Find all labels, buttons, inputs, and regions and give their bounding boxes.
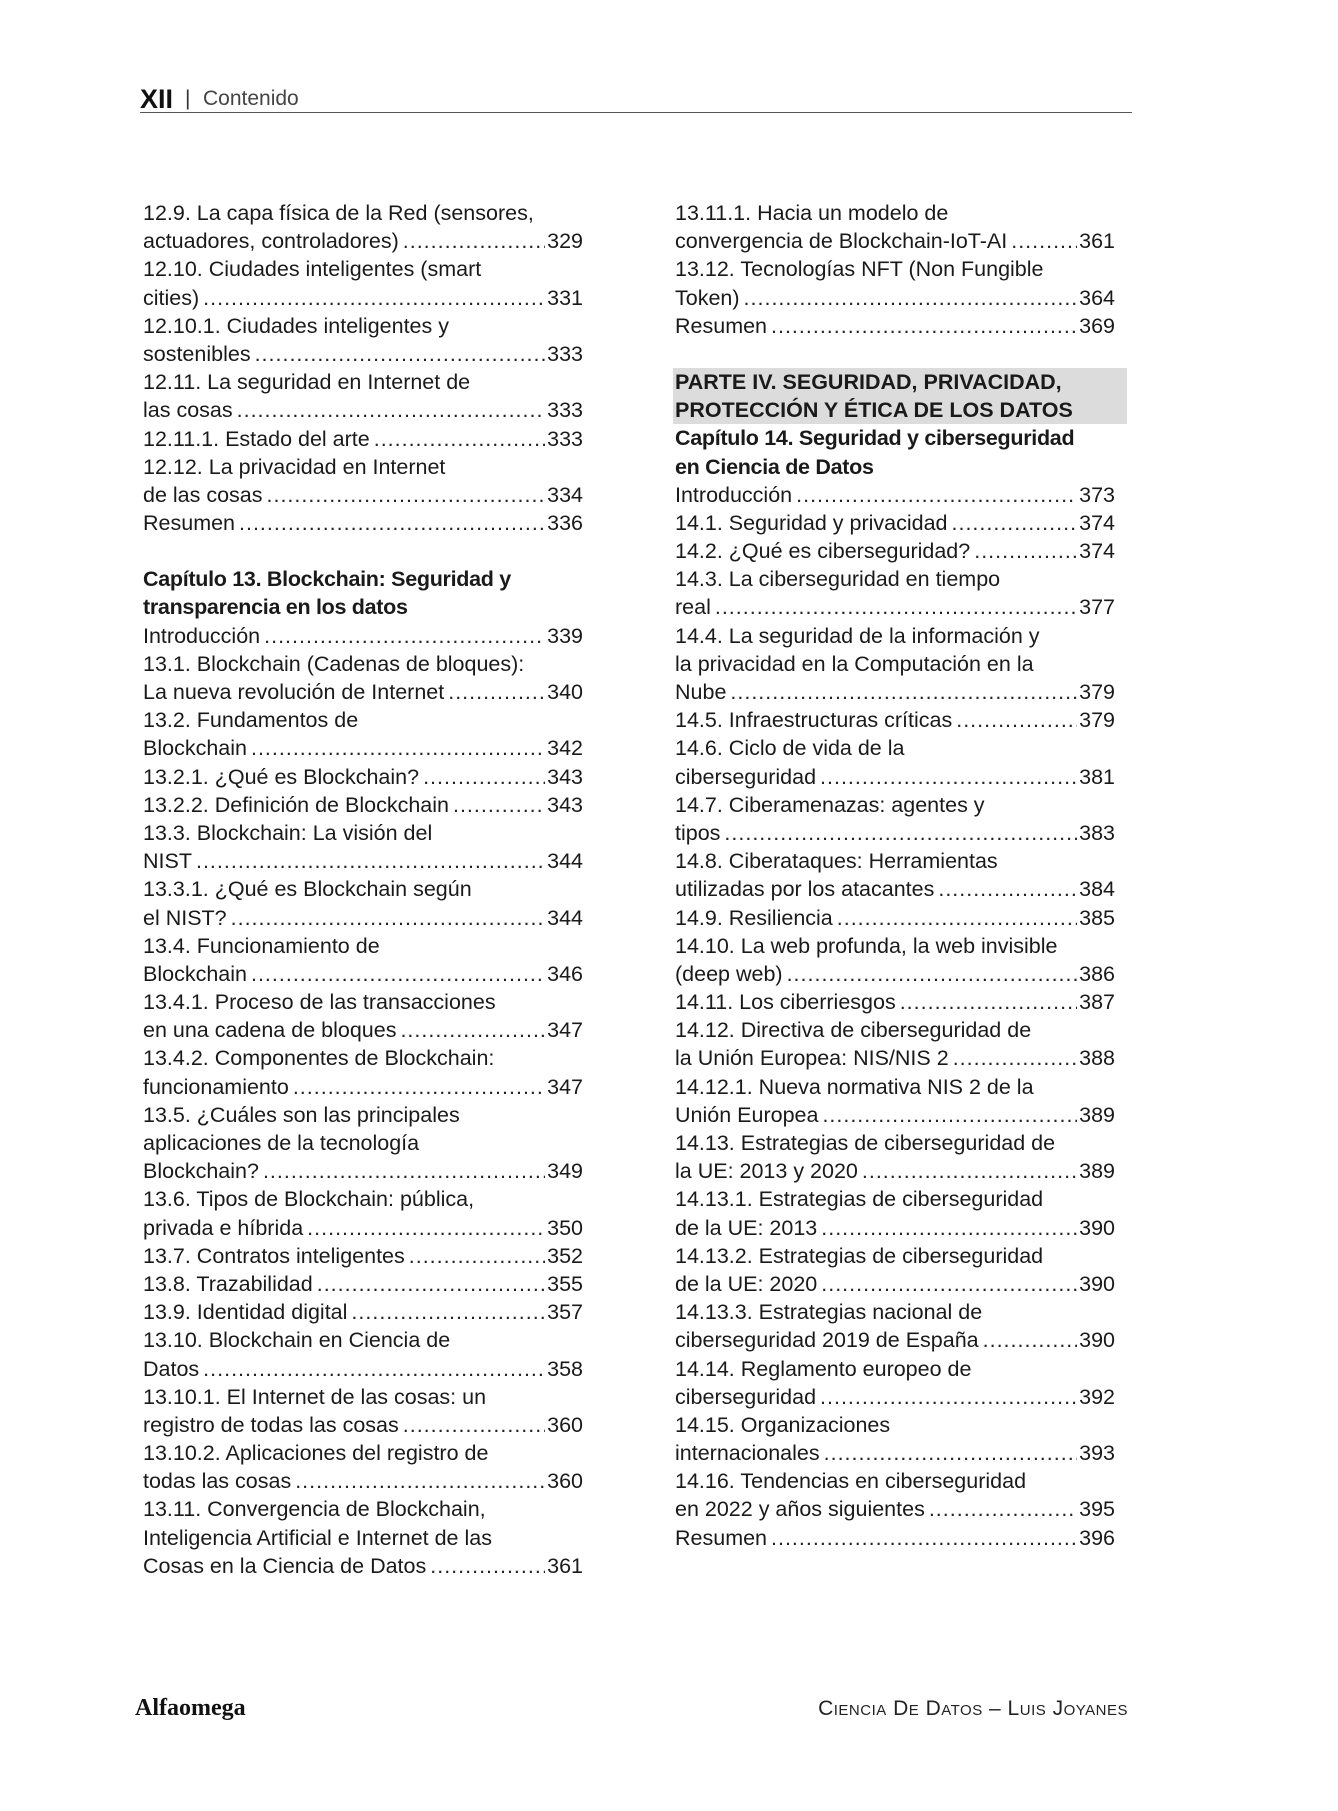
toc-page-number: 361: [1079, 229, 1115, 254]
toc-entry: [143, 1214, 583, 1242]
dot-leader: [231, 904, 545, 932]
toc-entry-title: Introducción: [675, 482, 793, 507]
toc-entry-title: ciberseguridad 2019 de España: [675, 1328, 979, 1353]
toc-entry: 13.5. ¿Cuáles son las principales: [143, 1102, 460, 1127]
dot-leader: [263, 1157, 545, 1185]
toc-entry: [675, 1439, 1115, 1467]
toc-page-number: 390: [1079, 1328, 1115, 1353]
toc-entry-title: el NIST?: [143, 905, 227, 930]
toc-page-number: 361: [547, 1553, 583, 1578]
toc-entry: [143, 1355, 583, 1383]
toc-entry-title: Datos: [143, 1356, 200, 1381]
dot-leader: [929, 1495, 1077, 1523]
book-credit: Ciencia De Datos – Luis Joyanes: [818, 1697, 1128, 1720]
dot-leader: [744, 284, 1078, 312]
toc-page-number: 383: [1079, 820, 1115, 845]
publisher-logo: Alfaomega: [135, 1695, 246, 1721]
dot-leader: [409, 1242, 545, 1270]
chapter-title-line: Capítulo 14. Seguridad y ciberseguridad: [675, 426, 1075, 451]
toc-entry-title: 14.2. ¿Qué es ciberseguridad?: [675, 539, 971, 564]
toc-entry-title: utilizadas por los atacantes: [675, 877, 935, 902]
toc-page-number: 393: [1079, 1441, 1115, 1466]
toc-entry: [675, 819, 1115, 847]
toc-entry: Inteligencia Artificial e Internet de las: [143, 1525, 492, 1550]
dot-leader: [237, 396, 546, 424]
toc-page-number: 360: [547, 1412, 583, 1437]
toc-page-number: 389: [1079, 1102, 1115, 1127]
toc-page-number: 387: [1079, 990, 1115, 1015]
dot-leader: [293, 1073, 545, 1101]
toc-entry: [675, 904, 1115, 932]
toc-entry: 13.10.1. El Internet de las cosas: un: [143, 1384, 487, 1409]
toc-entry-title: sostenibles: [143, 341, 251, 366]
toc-entry: [143, 284, 583, 312]
toc-entry: [675, 284, 1115, 312]
spacer: [143, 537, 583, 565]
toc-entry: [675, 1157, 1115, 1185]
toc-entry: [143, 340, 583, 368]
toc-entry-title: Resumen: [143, 511, 236, 536]
toc-entry-title: 14.11. Los ciberriesgos: [675, 990, 896, 1015]
toc-page-number: 346: [547, 961, 583, 986]
toc-right-column: [675, 199, 1115, 1552]
toc-entry-title: convergencia de Blockchain-IoT-AI: [675, 229, 1008, 254]
toc-entry-title: La nueva revolución de Internet: [143, 680, 445, 704]
toc-entry-title: Resumen: [675, 313, 768, 338]
toc-page-number: 344: [547, 905, 583, 930]
toc-entry: 13.6. Tipos de Blockchain: pública,: [143, 1187, 475, 1212]
toc-entry: [675, 960, 1115, 988]
toc-entry: 13.11.1. Hacia un modelo de: [675, 201, 949, 225]
dot-leader: [448, 678, 545, 706]
toc-entry: 12.10. Ciudades inteligentes (smart: [143, 257, 482, 282]
toc-page-number: 390: [1079, 1271, 1115, 1296]
spacer: [675, 340, 1115, 368]
toc-entry: [143, 396, 583, 424]
running-title: Contenido: [203, 87, 299, 110]
toc-page-number: 390: [1079, 1215, 1115, 1240]
toc-entry-title: en 2022 y años siguientes: [675, 1497, 925, 1522]
toc-entry: [675, 1524, 1115, 1552]
toc-entry: aplicaciones de la tecnología: [143, 1131, 420, 1155]
toc-entry: 14.16. Tendencias en ciberseguridad: [675, 1469, 1027, 1494]
dot-leader: [771, 312, 1077, 340]
toc-entry: [143, 1552, 583, 1580]
toc-entry-title: 14.1. Seguridad y privacidad: [675, 510, 948, 535]
toc-entry: [143, 847, 583, 875]
dot-leader: [796, 481, 1077, 509]
toc-entry: [675, 1326, 1115, 1354]
toc-page-number: 352: [547, 1243, 583, 1268]
dot-leader: [423, 763, 545, 791]
toc-entry: 14.7. Ciberamenazas: agentes y: [675, 792, 985, 817]
toc-entry-title: Blockchain?: [143, 1159, 259, 1184]
toc-entry: 14.13. Estrategias de ciberseguridad de: [675, 1131, 1056, 1155]
dot-leader: [715, 593, 1077, 621]
dot-leader: [821, 1214, 1077, 1242]
dot-leader: [295, 1467, 545, 1495]
part-title-line: PARTE IV. SEGURIDAD, PRIVACIDAD,: [675, 369, 1062, 394]
dot-leader: [952, 509, 1078, 537]
dot-leader: [403, 1411, 545, 1439]
toc-entry-title: real: [675, 595, 711, 620]
dot-leader: [837, 904, 1077, 932]
toc-entry: [675, 706, 1115, 734]
toc-page-number: 333: [547, 341, 583, 366]
toc-entry-title: de la UE: 2013: [675, 1215, 818, 1240]
toc-page-number: 374: [1079, 510, 1115, 535]
toc-entry-title: Blockchain: [143, 961, 247, 986]
toc-page-number: 329: [547, 229, 583, 254]
toc-entry-title: Resumen: [675, 1525, 768, 1550]
toc-entry-title: (deep web): [675, 961, 783, 986]
dot-leader: [239, 509, 545, 537]
toc-entry: [143, 227, 583, 255]
toc-left-column: [143, 199, 583, 1580]
toc-entry: [143, 678, 583, 706]
toc-entry: 13.10. Blockchain en Ciencia de: [143, 1328, 451, 1353]
dot-leader: [900, 988, 1077, 1016]
toc-entry: 14.10. La web profunda, la web invisible: [675, 933, 1058, 958]
part-title-line: PROTECCIÓN Y ÉTICA DE LOS DATOS: [675, 398, 1073, 423]
toc-entry-title: Unión Europea: [675, 1102, 819, 1127]
dot-leader: [251, 734, 545, 762]
toc-entry: [675, 509, 1115, 537]
dot-leader: [307, 1214, 545, 1242]
dot-leader: [400, 1016, 545, 1044]
toc-page-number: 384: [1079, 877, 1115, 902]
toc-page-number: 386: [1079, 961, 1115, 986]
dot-leader: [267, 481, 546, 509]
toc-page-number: 373: [1079, 482, 1115, 507]
toc-page-number: 350: [547, 1215, 583, 1240]
dot-leader: [251, 960, 545, 988]
toc-entry: [675, 875, 1115, 903]
toc-entry: [675, 1101, 1115, 1129]
toc-entry: [675, 1044, 1115, 1072]
toc-entry: la privacidad en la Computación en la: [675, 651, 1034, 676]
toc-entry: [143, 1016, 583, 1044]
toc-entry: 12.9. La capa física de la Red (sensores,: [143, 201, 534, 225]
toc-page-number: 347: [547, 1018, 583, 1043]
toc-entry-title: actuadores, controladores): [143, 229, 399, 254]
dot-leader: [403, 227, 545, 255]
toc-page-number: 342: [547, 736, 583, 761]
toc-entry-title: 13.2.2. Definición de Blockchain: [143, 792, 449, 817]
toc-page-number: 364: [1079, 285, 1115, 310]
toc-entry-title: internacionales: [675, 1441, 820, 1466]
toc-entry-title: Token): [675, 285, 740, 310]
dot-leader: [255, 340, 546, 368]
toc-page-number: 333: [547, 398, 583, 423]
toc-entry: 14.3. La ciberseguridad en tiempo: [675, 567, 1001, 592]
chapter-title-line: transparencia en los datos: [143, 595, 408, 620]
toc-entry: [675, 537, 1115, 565]
toc-entry: [143, 1467, 583, 1495]
toc-entry-title: 13.8. Trazabilidad: [143, 1271, 313, 1296]
toc-page-number: 360: [547, 1469, 583, 1494]
toc-entry-title: en una cadena de bloques: [143, 1018, 397, 1043]
dot-leader: [956, 706, 1077, 734]
toc-page-number: 381: [1079, 764, 1115, 789]
toc-entry: [143, 425, 583, 453]
toc-entry: 14.8. Ciberataques: Herramientas: [675, 849, 998, 874]
toc-entry-title: Cosas en la Ciencia de Datos: [143, 1553, 427, 1578]
dot-leader: [317, 1270, 545, 1298]
toc-page-number: 344: [547, 849, 583, 874]
toc-entry: 14.13.3. Estrategias nacional de: [675, 1300, 983, 1325]
dot-leader: [983, 1326, 1078, 1354]
toc-entry: 14.15. Organizaciones: [675, 1412, 891, 1437]
toc-entry: 13.12. Tecnologías NFT (Non Fungible: [675, 257, 1044, 282]
dot-leader: [974, 537, 1077, 565]
dot-leader: [822, 1101, 1077, 1129]
toc-entry: [143, 1298, 583, 1326]
toc-group: [143, 622, 583, 1580]
toc-entry-title: de la UE: 2020: [675, 1271, 818, 1296]
toc-entry: [675, 227, 1115, 255]
dot-leader: [862, 1157, 1077, 1185]
toc-entry-title: privada e híbrida: [143, 1215, 304, 1240]
toc-group: [675, 199, 1115, 340]
toc-page-number: 379: [1079, 708, 1115, 733]
toc-page-number: 333: [547, 426, 583, 451]
toc-entry: [143, 734, 583, 762]
chapter-title-line: en Ciencia de Datos: [675, 454, 874, 479]
toc-page-number: 385: [1079, 905, 1115, 930]
toc-page-number: 343: [547, 764, 583, 789]
toc-entry: [143, 763, 583, 791]
toc-entry: [143, 1073, 583, 1101]
toc-entry-title: las cosas: [143, 398, 233, 423]
dot-leader: [938, 875, 1077, 903]
toc-entry: [675, 988, 1115, 1016]
toc-page-number: 339: [547, 623, 583, 648]
toc-entry-title: tipos: [675, 820, 721, 845]
toc-entry: 12.11. La seguridad en Internet de: [143, 370, 471, 395]
toc-entry-title: 14.5. Infraestructuras críticas: [675, 708, 953, 733]
dot-leader: [820, 763, 1077, 791]
dot-leader: [374, 425, 545, 453]
dot-leader: [820, 1383, 1077, 1411]
toc-page-number: 358: [547, 1356, 583, 1381]
dot-leader: [203, 1355, 545, 1383]
toc-entry-title: 13.2.1. ¿Qué es Blockchain?: [143, 764, 420, 789]
toc-entry-title: 12.11.1. Estado del arte: [143, 426, 370, 451]
toc-entry: [675, 312, 1115, 340]
toc-entry: [675, 1270, 1115, 1298]
toc-entry-title: cities): [143, 285, 200, 310]
toc-page-number: 340: [547, 680, 583, 704]
toc-entry: [675, 481, 1115, 509]
toc-entry-title: ciberseguridad: [675, 764, 817, 789]
header-separator: |: [185, 87, 191, 110]
toc-entry: 13.4. Funcionamiento de: [143, 933, 380, 958]
toc-page-number: 336: [547, 511, 583, 536]
dot-leader: [771, 1524, 1077, 1552]
toc-entry: [675, 1383, 1115, 1411]
toc-page-number: 395: [1079, 1497, 1115, 1522]
dot-leader: [196, 847, 545, 875]
toc-entry: [143, 960, 583, 988]
toc-page-number: 347: [547, 1074, 583, 1099]
toc-entry: 13.1. Blockchain (Cadenas de bloques):: [143, 651, 525, 676]
toc-entry: [143, 1270, 583, 1298]
toc-entry: [143, 481, 583, 509]
toc-entry: 13.2. Fundamentos de: [143, 708, 359, 733]
toc-entry-title: funcionamiento: [143, 1074, 289, 1099]
toc-page-number: 377: [1079, 595, 1115, 620]
toc-entry: [143, 1242, 583, 1270]
toc-group: [675, 481, 1115, 1552]
dot-leader: [724, 819, 1077, 847]
toc-entry: [675, 763, 1115, 791]
toc-entry: [675, 1495, 1115, 1523]
toc-entry-title: Nube: [675, 680, 727, 704]
toc-entry-title: registro de todas las cosas: [143, 1412, 399, 1437]
dot-leader: [351, 1298, 545, 1326]
dot-leader: [787, 960, 1078, 988]
toc-entry-title: todas las cosas: [143, 1469, 292, 1494]
toc-entry: 14.6. Ciclo de vida de la: [675, 736, 905, 761]
toc-entry: [675, 678, 1115, 706]
dot-leader: [953, 1044, 1077, 1072]
toc-entry: [143, 622, 583, 650]
toc-entry: 14.13.1. Estrategias de ciberseguridad: [675, 1187, 1044, 1212]
toc-entry-title: de las cosas: [143, 482, 263, 507]
toc-page-number: 334: [547, 482, 583, 507]
dot-leader: [453, 791, 545, 819]
toc-entry: 12.12. La privacidad en Internet: [143, 454, 446, 479]
chapter-14-title: [675, 424, 1115, 480]
toc-entry: 13.4.2. Componentes de Blockchain:: [143, 1046, 495, 1071]
toc-group: [143, 199, 583, 537]
dot-leader: [430, 1552, 545, 1580]
toc-entry: 13.3. Blockchain: La visión del: [143, 820, 433, 845]
toc-entry: 14.14. Reglamento europeo de: [675, 1356, 972, 1381]
toc-entry: 13.10.2. Aplicaciones del registro de: [143, 1441, 489, 1466]
toc-page-number: 355: [547, 1271, 583, 1296]
toc-page-number: 331: [547, 285, 583, 310]
toc-entry-title: Blockchain: [143, 736, 247, 761]
toc-page-number: 374: [1079, 539, 1115, 564]
toc-entry: 14.12.1. Nueva normativa NIS 2 de la: [675, 1074, 1034, 1099]
dot-leader: [730, 678, 1077, 706]
chapter-title-line: Capítulo 13. Blockchain: Seguridad y: [143, 567, 511, 592]
page-number: XII: [140, 84, 174, 114]
toc-page-number: 369: [1079, 313, 1115, 338]
toc-entry-title: Introducción: [143, 623, 261, 648]
dot-leader: [1011, 227, 1077, 255]
toc-entry: [143, 1411, 583, 1439]
toc-entry: 14.12. Directiva de ciberseguridad de: [675, 1018, 1032, 1043]
toc-page-number: 396: [1079, 1525, 1115, 1550]
toc-entry-title: NIST: [143, 849, 192, 874]
toc-page-number: 392: [1079, 1384, 1115, 1409]
chapter-13-title: [143, 565, 583, 621]
dot-leader: [821, 1270, 1077, 1298]
toc-entry: 14.13.2. Estrategias de ciberseguridad: [675, 1243, 1044, 1268]
toc-entry: 13.3.1. ¿Qué es Blockchain según: [143, 877, 472, 902]
toc-page-number: 389: [1079, 1159, 1115, 1184]
toc-entry-title: la Unión Europea: NIS/NIS 2: [675, 1046, 949, 1071]
toc-entry: 12.10.1. Ciudades inteligentes y: [143, 313, 449, 338]
toc-entry: [675, 1214, 1115, 1242]
toc-entry-title: 13.7. Contratos inteligentes: [143, 1243, 405, 1268]
toc-entry: 14.4. La seguridad de la información y: [675, 623, 1040, 648]
toc-page-number: 349: [547, 1159, 583, 1184]
toc-page-number: 357: [547, 1300, 583, 1325]
toc-entry-title: 13.9. Identidad digital: [143, 1300, 348, 1325]
toc-entry: [143, 1157, 583, 1185]
toc-entry-title: ciberseguridad: [675, 1384, 817, 1409]
toc-entry-title: 14.9. Resiliencia: [675, 905, 833, 930]
toc-entry: [143, 904, 583, 932]
dot-leader: [264, 622, 545, 650]
toc-entry: 13.4.1. Proceso de las transacciones: [143, 990, 496, 1015]
toc-entry: 13.11. Convergencia de Blockchain,: [143, 1497, 486, 1522]
toc-entry: [675, 593, 1115, 621]
toc-page-number: 379: [1079, 680, 1115, 704]
toc-page-number: 388: [1079, 1046, 1115, 1071]
toc-entry: [143, 791, 583, 819]
dot-leader: [203, 284, 545, 312]
part-iv-title: [673, 368, 1127, 424]
toc-entry: [143, 509, 583, 537]
page-header: [140, 84, 1132, 113]
toc-page-number: 343: [547, 792, 583, 817]
dot-leader: [824, 1439, 1078, 1467]
toc-entry-title: la UE: 2013 y 2020: [675, 1159, 858, 1184]
